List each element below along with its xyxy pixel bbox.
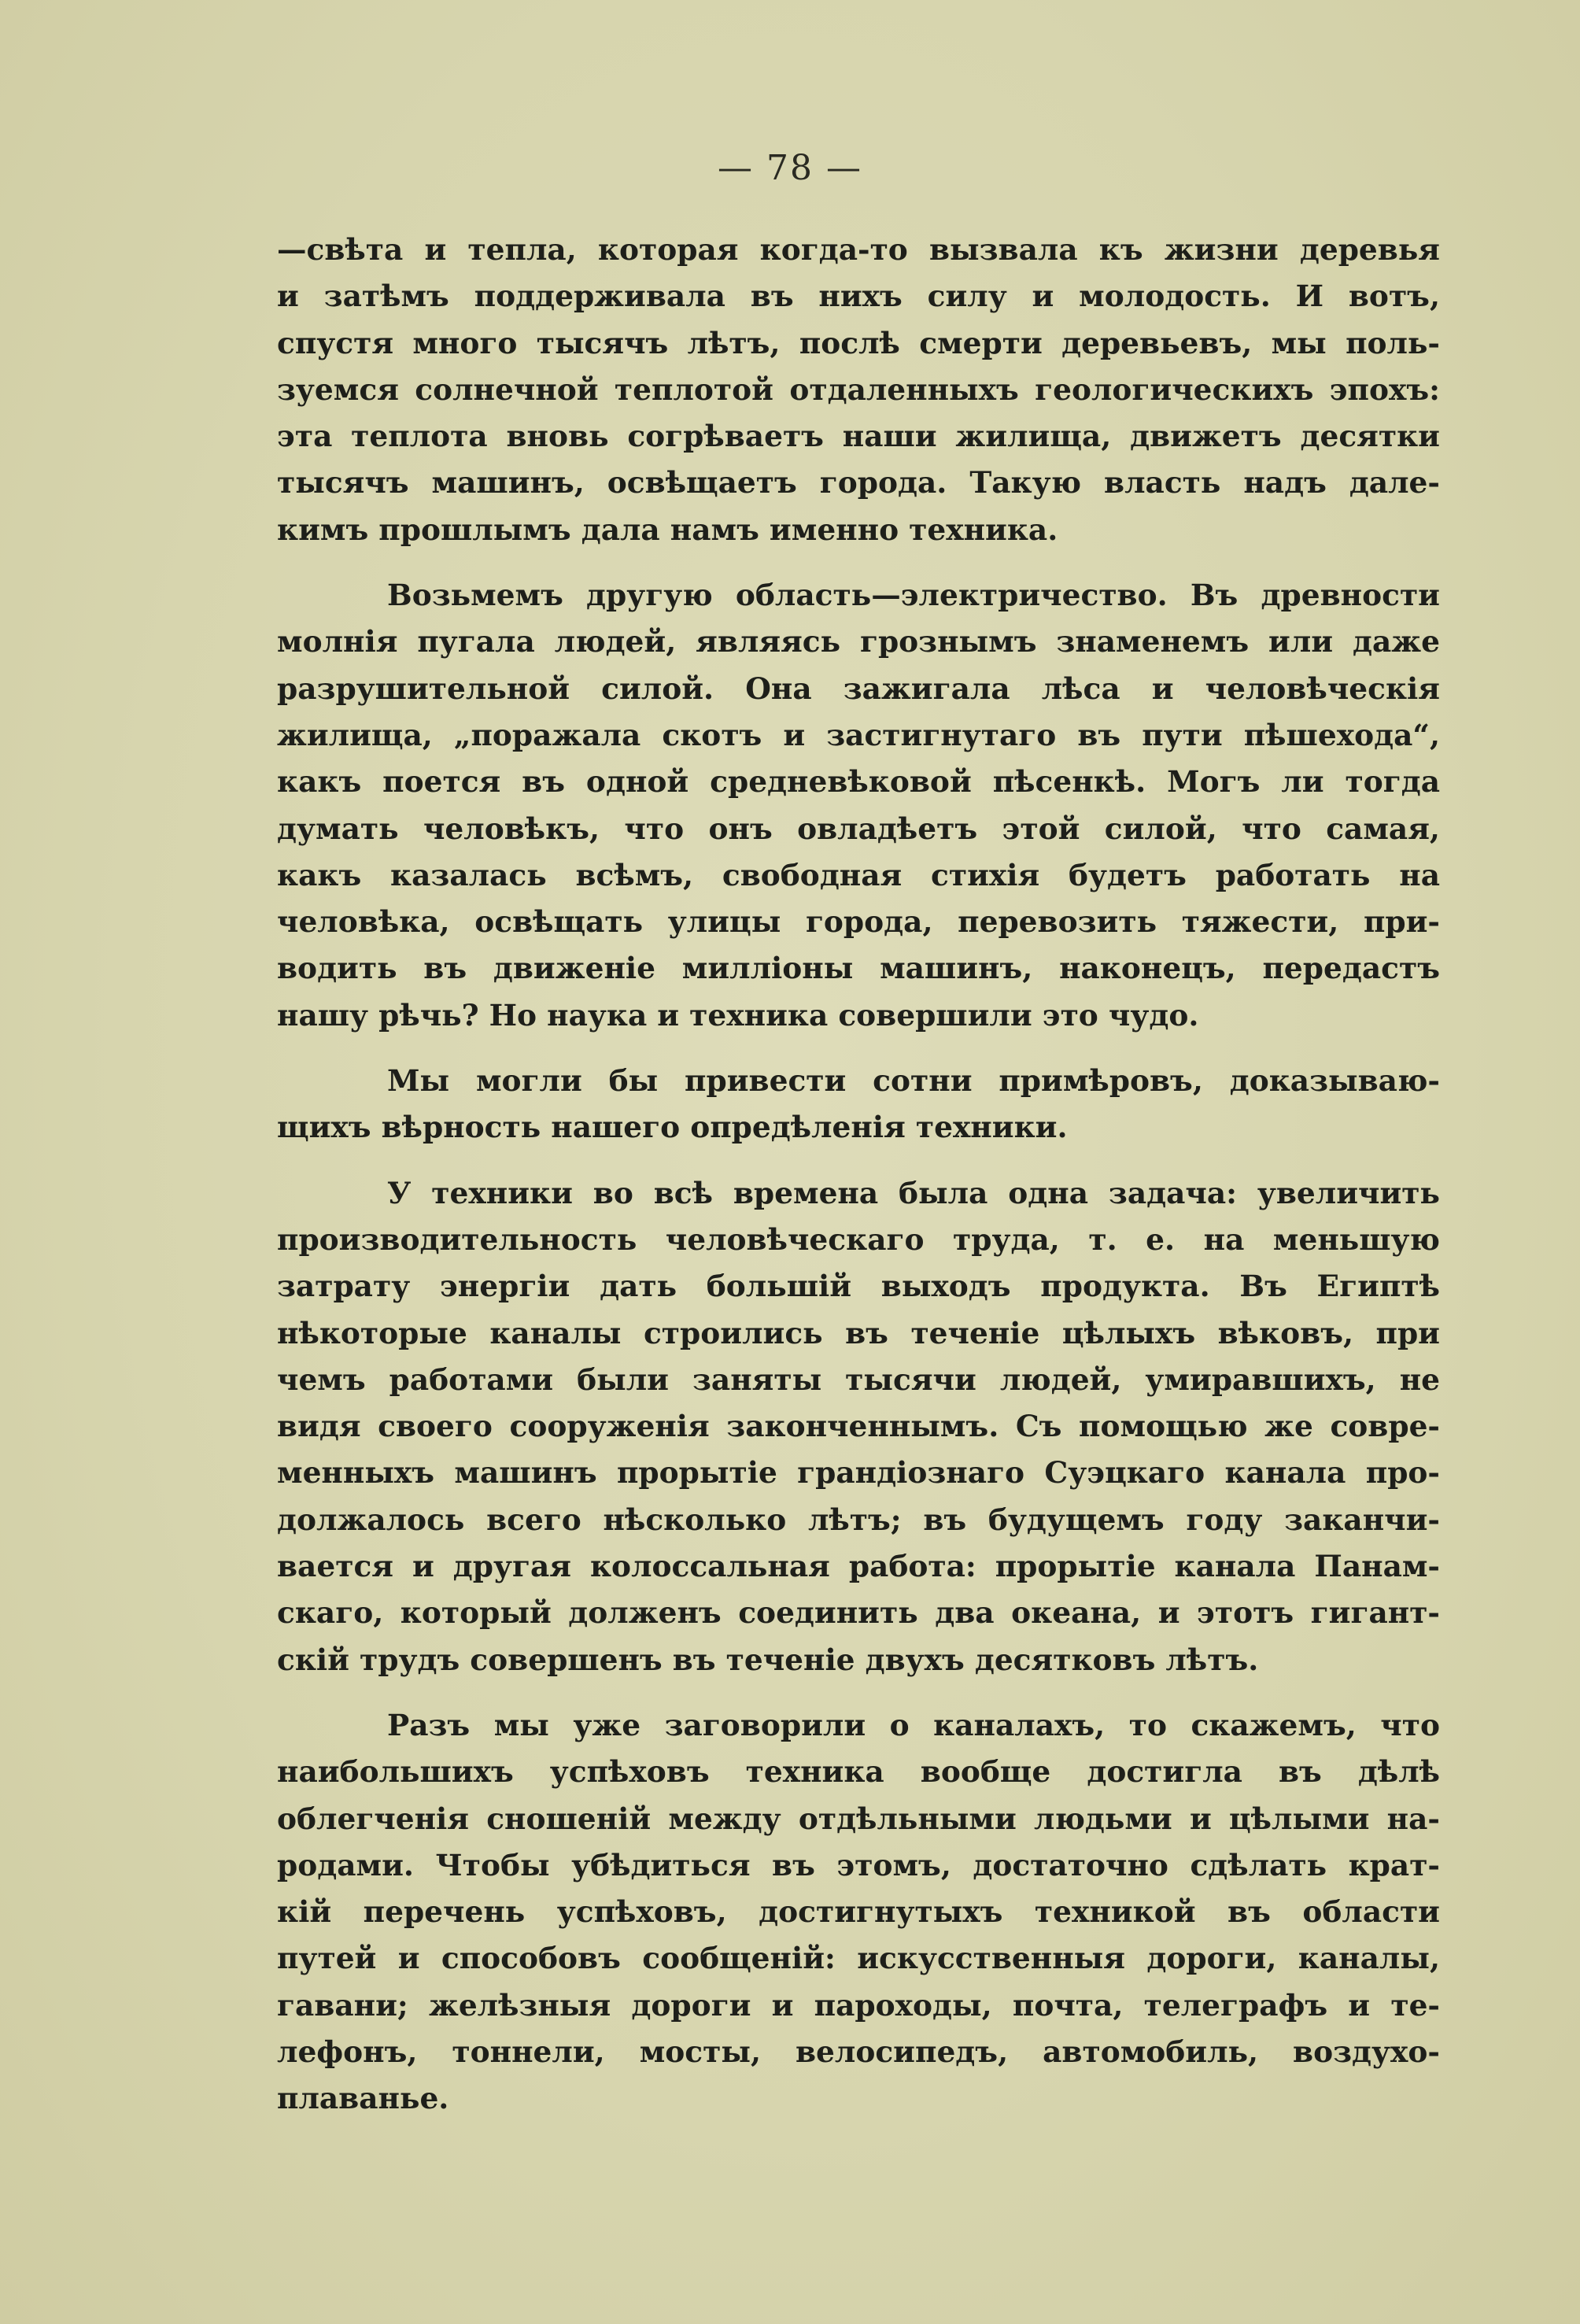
text-line: облегченія сношеній между отдѣльными людьми и цѣлыми на-: [277, 1801, 1440, 1836]
text-line: нѣкоторые каналы строились въ теченіе цѣлыхъ вѣковъ, при: [277, 1315, 1440, 1350]
text-line: спустя много тысячъ лѣтъ, послѣ смерти деревьевъ, мы поль-: [277, 325, 1440, 360]
text-line: водить въ движеніе милліоны машинъ, наконецъ, передастъ: [277, 951, 1440, 986]
text-line: кій перечень успѣховъ, достигнутыхъ техникой въ области: [277, 1894, 1440, 1930]
text-line: гавани; желѣзныя дороги и пароходы, почта, телеграфъ и те-: [277, 1987, 1440, 2023]
text-line: лефонъ, тоннели, мосты, велосипедъ, автомобиль, воздухо-: [277, 2034, 1440, 2069]
text-line: зуемся солнечной теплотой отдаленныхъ геологическихъ эпохъ:: [277, 371, 1440, 407]
text-line: думать человѣкъ, что онъ овладѣетъ этой силой, что самая,: [277, 811, 1440, 846]
text-line: и затѣмъ поддерживала въ нихъ силу и молодость. И вотъ,: [277, 279, 1440, 314]
text-line: наибольшихъ успѣховъ техника вообще достигла въ дѣлѣ: [277, 1754, 1440, 1790]
text-line: молнія пугала людей, являясь грознымъ знаменемъ или даже: [277, 624, 1440, 660]
text-line: нашу рѣчь? Но наука и техника совершили это чудо.: [277, 997, 1199, 1033]
text-line: видя своего сооруженія законченнымъ. Съ помощью же совре-: [277, 1409, 1440, 1444]
text-line: затрату энергіи дать большій выходъ продукта. Въ Египтѣ: [277, 1269, 1440, 1304]
text-line: —свѣта и тепла, которая когда-то вызвала къ жизни деревья: [277, 232, 1440, 267]
page-number: — 78 —: [718, 148, 862, 188]
text-line: Мы могли бы привести сотни примѣровъ, доказываю-: [387, 1063, 1440, 1099]
text-line: У техники во всѣ времена была одна задача: увеличить: [387, 1175, 1440, 1210]
body-text: [277, 227, 1440, 2141]
text-line: жилища, „поражала скотъ и застигнутаго въ пути пѣшехода“,: [277, 717, 1440, 752]
text-line: человѣка, освѣщать улицы города, перевозить тяжести, при-: [277, 904, 1440, 940]
text-line: какъ казалась всѣмъ, свободная стихія будетъ работать на: [277, 857, 1440, 892]
text-line: скаго, который долженъ соединить два океана, и этотъ гигант-: [277, 1595, 1440, 1631]
text-line: щихъ вѣрность нашего опредѣленія техники.: [277, 1110, 1068, 1145]
text-line: скій трудъ совершенъ въ теченіе двухъ десятковъ лѣтъ.: [277, 1642, 1259, 1677]
paragraph: [277, 572, 1440, 1039]
text-line: должалось всего нѣсколько лѣтъ; въ будущемъ году заканчи-: [277, 1502, 1440, 1537]
text-line: чемъ работами были заняты тысячи людей, умиравшихъ, не: [277, 1362, 1440, 1397]
text-line: менныхъ машинъ прорытіе грандіознаго Суэцкаго канала про-: [277, 1455, 1440, 1491]
text-line: эта теплота вновь согрѣваетъ наши жилища, движетъ десятки: [277, 419, 1440, 454]
text-line: вается и другая колоссальная работа: прорытіе канала Панам-: [277, 1549, 1440, 1584]
text-line: тысячъ машинъ, освѣщаетъ города. Такую власть надъ дале-: [277, 465, 1440, 501]
text-line: какъ поется въ одной средневѣковой пѣсенкѣ. Могъ ли тогда: [277, 764, 1440, 800]
paragraph: [277, 1058, 1440, 1151]
text-line: родами. Чтобы убѣдиться въ этомъ, достаточно сдѣлать крат-: [277, 1847, 1440, 1882]
text-line: разрушительной силой. Она зажигала лѣса и человѣческія: [277, 671, 1440, 706]
text-line: производительность человѣческаго труда, т. е. на меньшую: [277, 1221, 1440, 1257]
text-line: Разъ мы уже заговорили о каналахъ, то скажемъ, что: [387, 1707, 1440, 1742]
text-line: путей и способовъ сообщеній: искусственныя дороги, каналы,: [277, 1941, 1440, 1976]
text-line: Возьмемъ другую область—электричество. Въ древности: [387, 578, 1440, 613]
text-line: плаванье.: [277, 2081, 449, 2116]
paragraph: [277, 227, 1440, 553]
paragraph: [277, 1702, 1440, 2123]
paragraph: [277, 1170, 1440, 1683]
text-line: кимъ прошлымъ дала намъ именно техника.: [277, 512, 1058, 547]
